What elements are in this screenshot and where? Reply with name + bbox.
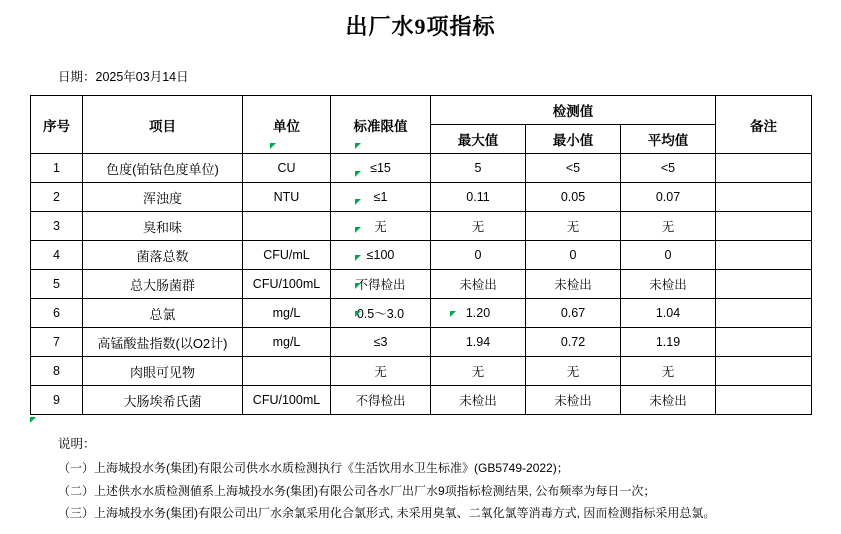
note-line: （三）上海城投水务(集团)有限公司出厂水余氯采用化合氯形式, 未采用臭氧、二氧化氯等消毒方式, 因而检测指标采用总氯。: [58, 506, 716, 521]
table-row: [31, 386, 812, 415]
water-quality-table: [30, 95, 812, 415]
cell-min: 无: [526, 212, 621, 241]
cell-max: 5: [431, 154, 526, 183]
header-avg: 平均值: [621, 125, 716, 154]
cell-remark: [716, 386, 812, 415]
cell-avg: 未检出: [621, 270, 716, 299]
cell-seq: 5: [31, 270, 83, 299]
cell-seq: 2: [31, 183, 83, 212]
comment-marker-icon: [270, 143, 276, 149]
report-date: 日期：2025年03月14日: [58, 70, 189, 84]
comment-marker-icon: [450, 311, 456, 317]
header-unit: 单位: [243, 96, 331, 154]
cell-avg: 0: [621, 241, 716, 270]
cell-max: 未检出: [431, 270, 526, 299]
cell-min: 未检出: [526, 386, 621, 415]
notes-title: 说明：: [58, 437, 96, 451]
cell-seq: 9: [31, 386, 83, 415]
cell-max: 1.20: [431, 299, 526, 328]
cell-remark: [716, 328, 812, 357]
comment-marker-icon: [355, 227, 361, 233]
cell-item: 浑浊度: [83, 183, 243, 212]
cell-avg: 1.19: [621, 328, 716, 357]
cell-seq: 6: [31, 299, 83, 328]
cell-item: 色度(铂钴色度单位): [83, 154, 243, 183]
table-body: [31, 154, 812, 415]
cell-item: 大肠埃希氏菌: [83, 386, 243, 415]
cell-remark: [716, 270, 812, 299]
note-line: （一）上海城投水务(集团)有限公司供水水质检测执行《生活饮用水卫生标准》(GB5749-2022)；: [58, 460, 569, 475]
cell-min: 0: [526, 241, 621, 270]
cell-seq: 3: [31, 212, 83, 241]
cell-max: 1.94: [431, 328, 526, 357]
cell-limit: 不得检出: [331, 270, 431, 299]
cell-unit: mg/L: [243, 299, 331, 328]
comment-marker-icon: [355, 311, 361, 317]
table-row: [31, 357, 812, 386]
page-title: 出厂水9项指标: [345, 14, 496, 39]
cell-avg: 无: [621, 357, 716, 386]
cell-limit: 无: [331, 357, 431, 386]
cell-item: 总氯: [83, 299, 243, 328]
notes-section: [30, 433, 841, 525]
cell-min: 0.72: [526, 328, 621, 357]
header-limit: 标准限值: [331, 96, 431, 154]
table-row: [31, 270, 812, 299]
cell-remark: [716, 154, 812, 183]
cell-unit: CU: [243, 154, 331, 183]
table-header-row-1: [31, 96, 812, 125]
cell-unit: CFU/mL: [243, 241, 331, 270]
cell-unit: NTU: [243, 183, 331, 212]
cell-limit: 不得检出: [331, 386, 431, 415]
cell-seq: 7: [31, 328, 83, 357]
comment-marker-icon: [355, 255, 361, 261]
cell-item: 臭和味: [83, 212, 243, 241]
table-row: [31, 212, 812, 241]
cell-item: 总大肠菌群: [83, 270, 243, 299]
header-min: 最小值: [526, 125, 621, 154]
cell-limit: 无: [331, 212, 431, 241]
cell-avg: <5: [621, 154, 716, 183]
cell-min: 未检出: [526, 270, 621, 299]
cell-avg: 无: [621, 212, 716, 241]
comment-marker-icon: [355, 171, 361, 177]
cell-unit: CFU/100mL: [243, 270, 331, 299]
cell-min: 0.05: [526, 183, 621, 212]
cell-remark: [716, 183, 812, 212]
cell-unit: CFU/100mL: [243, 386, 331, 415]
cell-min: 0.67: [526, 299, 621, 328]
cell-unit: [243, 357, 331, 386]
cell-min: <5: [526, 154, 621, 183]
header-remark: 备注: [716, 96, 812, 154]
cell-avg: 未检出: [621, 386, 716, 415]
cell-max: 0.11: [431, 183, 526, 212]
table-row: [31, 299, 812, 328]
cell-remark: [716, 357, 812, 386]
cell-remark: [716, 212, 812, 241]
cell-max: 无: [431, 357, 526, 386]
cell-remark: [716, 241, 812, 270]
cell-seq: 1: [31, 154, 83, 183]
cell-item: 高锰酸盐指数(以O2计): [83, 328, 243, 357]
comment-marker-icon: [30, 417, 36, 423]
cell-avg: 1.04: [621, 299, 716, 328]
cell-max: 未检出: [431, 386, 526, 415]
header-detect-group: 检测值: [431, 96, 716, 125]
table-row: [31, 154, 812, 183]
cell-unit: mg/L: [243, 328, 331, 357]
header-max: 最大值: [431, 125, 526, 154]
comment-marker-icon: [355, 143, 361, 149]
cell-seq: 8: [31, 357, 83, 386]
cell-limit: ≤3: [331, 328, 431, 357]
header-seq: 序号: [31, 96, 83, 154]
table-row: [31, 241, 812, 270]
cell-limit: ≤1: [331, 183, 431, 212]
cell-item: 菌落总数: [83, 241, 243, 270]
cell-max: 无: [431, 212, 526, 241]
table-row: [31, 183, 812, 212]
cell-max: 0: [431, 241, 526, 270]
cell-seq: 4: [31, 241, 83, 270]
cell-remark: [716, 299, 812, 328]
table-header: [31, 96, 812, 154]
cell-avg: 0.07: [621, 183, 716, 212]
cell-limit: ≤100: [331, 241, 431, 270]
cell-limit: ≤15: [331, 154, 431, 183]
comment-marker-icon: [355, 199, 361, 205]
note-line: （二）上述供水水质检测値系上海城投水务(集团)有限公司各水厂出厂水9项指标检测结果, 公布频率为每日一次；: [58, 483, 656, 498]
table-row: [31, 328, 812, 357]
document-page: [0, 10, 841, 534]
cell-limit: 0.5～3.0: [331, 299, 431, 328]
comment-marker-icon: [355, 283, 361, 289]
header-item: 项目: [83, 96, 243, 154]
cell-item: 肉眼可见物: [83, 357, 243, 386]
cell-min: 无: [526, 357, 621, 386]
cell-unit: [243, 212, 331, 241]
